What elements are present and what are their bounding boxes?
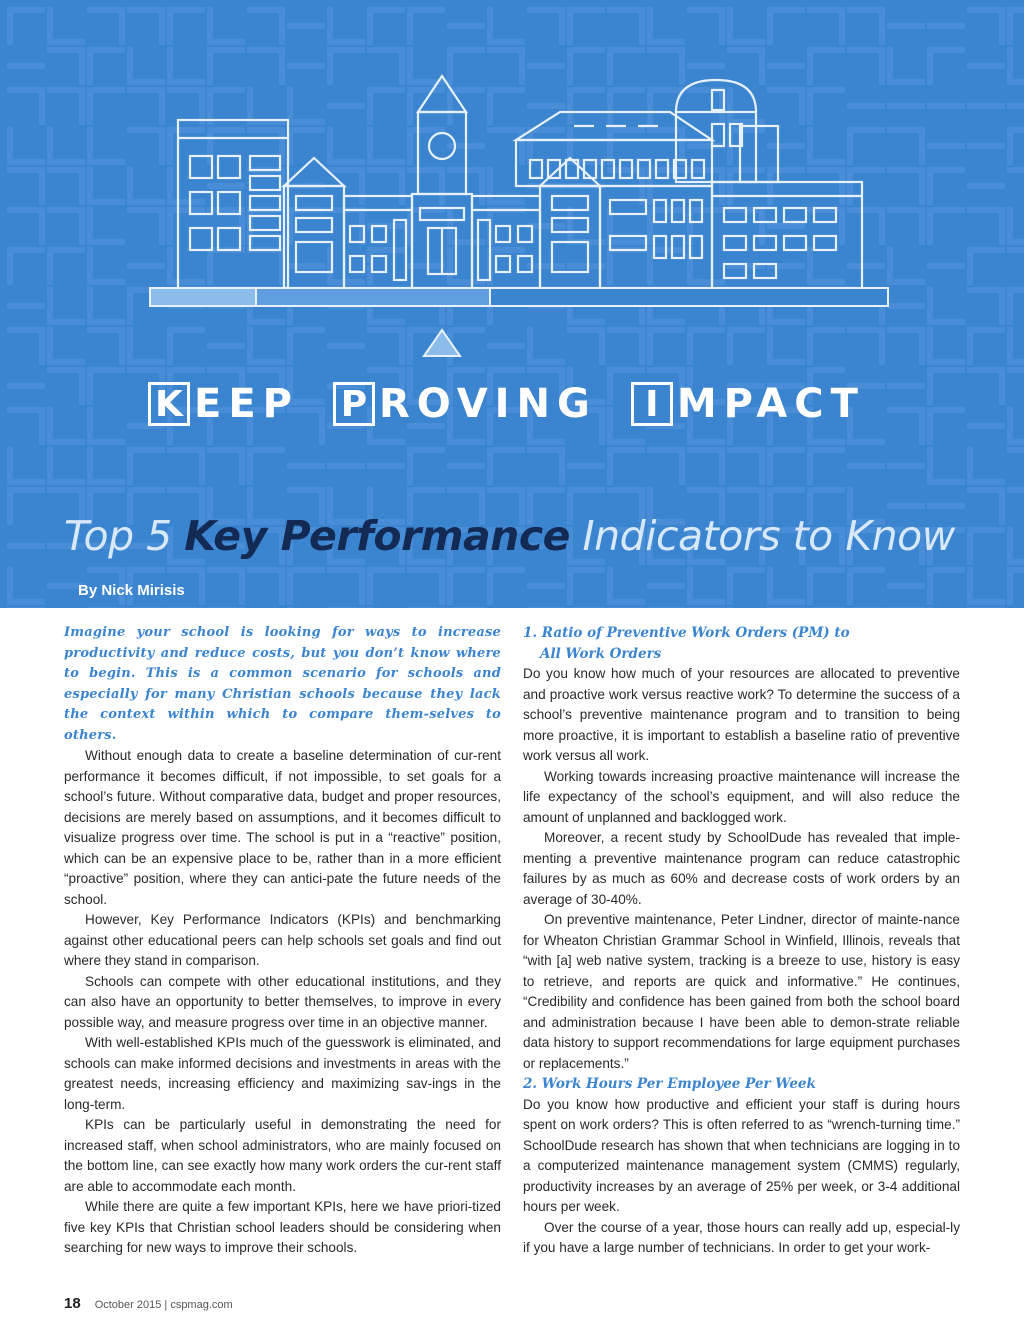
byline: By Nick Mirisis (78, 582, 185, 599)
keep-proving-impact-wordmark (148, 378, 899, 430)
left-column (64, 623, 501, 1259)
title-prefix: Top 5 (64, 512, 185, 560)
body-paragraph: With well-established KPIs much of the guesswork is eliminated, and schools can make informed decisions and investments in areas with the greatest needs, increasing efficiency and maximizing sav-ings in the long-term. (64, 1035, 501, 1112)
hero-banner (0, 0, 1024, 608)
section-intro: Do you know how productive and efficient your staff is during hours spent on work orders? This is often referred to as “wrench-turning time.” SchoolDude research has shown that when technicians are logging in to a computerized maintenance management system (CMMS) regularly, productivity increases by an average of 25% per week, or 3-4 additional hours per week. (523, 1096, 960, 1214)
wordmark-rest-keep: EEP (194, 381, 299, 427)
body-paragraph: While there are quite a few important KPIs, here we have priori-tized five key KPIs that Christian school leaders should be considering when searching for new ways to improve their schools. (64, 1199, 501, 1255)
title-suffix: Indicators to Know (569, 512, 955, 560)
lead-paragraph: Imagine your school is looking for ways to increase productivity and reduce costs, but you don’t know where to begin. This is a common scenario for schools and especially for many Christian schools because they lack the context within which to compare them-selves to others. (64, 625, 501, 743)
body-paragraph: On preventive maintenance, Peter Lindner, director of mainte-nance for Wheaton Christian Grammar School in Winfield, Illinois, reveals that “with [a] web native system, tracking is a breeze to use, history is easy to retrieve, and reports are quick and informative.” He continues, “Credibility and confidence has been gained from both the school board and administration because I have been able to demon-strate reliable data history to support recommendations for large equipment purchases or replacements.” (523, 912, 960, 1071)
body-paragraph: KPIs can be particularly useful in demonstrating the need for increased staff, when school administrators, who are mainly focused on the bottom line, can see exactly how many work orders the cur-rent staff are able to accommodate each month. (64, 1117, 501, 1194)
page-number: 18 (64, 1295, 81, 1312)
right-column (523, 623, 960, 1259)
wordmark-rest-impact: MPACT (676, 381, 865, 427)
issue-info: October 2015 | cspmag.com (94, 1299, 233, 1311)
body-paragraph: Schools can compete with other educational institutions, and they can also have an opportunity to better themselves, to improve in every possible way, and measure progress over time in an objective manner. (64, 973, 501, 1030)
page-footer (64, 1295, 233, 1312)
section-heading-1-line2: All Work Orders (540, 645, 662, 662)
body-paragraph: Working towards increasing proactive maintenance will increase the life expectancy of the school’s equipment, and will also reduce the amount of unplanned and backlogged work. (523, 768, 960, 825)
wordmark-initial-k: K (148, 382, 190, 426)
wordmark-word-keep (148, 381, 299, 427)
wordmark-initial-p: P (333, 382, 375, 426)
wordmark-word-proving (333, 381, 597, 427)
section-heading-2: 2. Work Hours Per Employee Per Week (523, 1076, 816, 1092)
body-paragraph: However, Key Performance Indicators (KPIs) and benchmarking against other educational peers can help schools set goals and find out where they stand in comparison. (64, 912, 501, 968)
wordmark-word-impact (631, 381, 865, 427)
section-intro: Do you know how much of your resources are allocated to preventive and proactive work versus reactive work? To determine the success of a school’s preventive maintenance program and to transition to being more proactive, it is important to establish a baseline ratio of preventive work versus all work. (523, 666, 960, 763)
wordmark-initial-i: I (631, 382, 673, 426)
section-heading-1 (523, 623, 960, 664)
section-heading-1-line1: 1. Ratio of Preventive Work Orders (PM) to (523, 625, 850, 641)
wordmark-rest-proving: ROVING (378, 381, 597, 427)
body-paragraph: Moreover, a recent study by SchoolDude has revealed that imple-menting a preventive maintenance program can reduce catastrophic failures by as much as 60% and decrease costs of work orders by an average of 30-40%. (523, 830, 960, 907)
body-paragraph: Over the course of a year, those hours can really add up, especial-ly if you have a large number of technicians. In order to get your work- (523, 1219, 960, 1255)
article-title (64, 512, 1004, 560)
title-emphasis: Key Performance (184, 512, 570, 560)
body-paragraph: Without enough data to create a baseline determination of cur-rent performance it becomes difficult, if not impossible, to set goals for a school’s future. Without comparative data, budget and proper resources, decisions are merely based on assumptions, and it becomes difficult to visualize progress over time. The school is put in a “reactive” position, which can be an expensive place to be, rather than in a more efficient “proactive” position, where they can antici-pate the future needs of the school. (64, 748, 501, 907)
